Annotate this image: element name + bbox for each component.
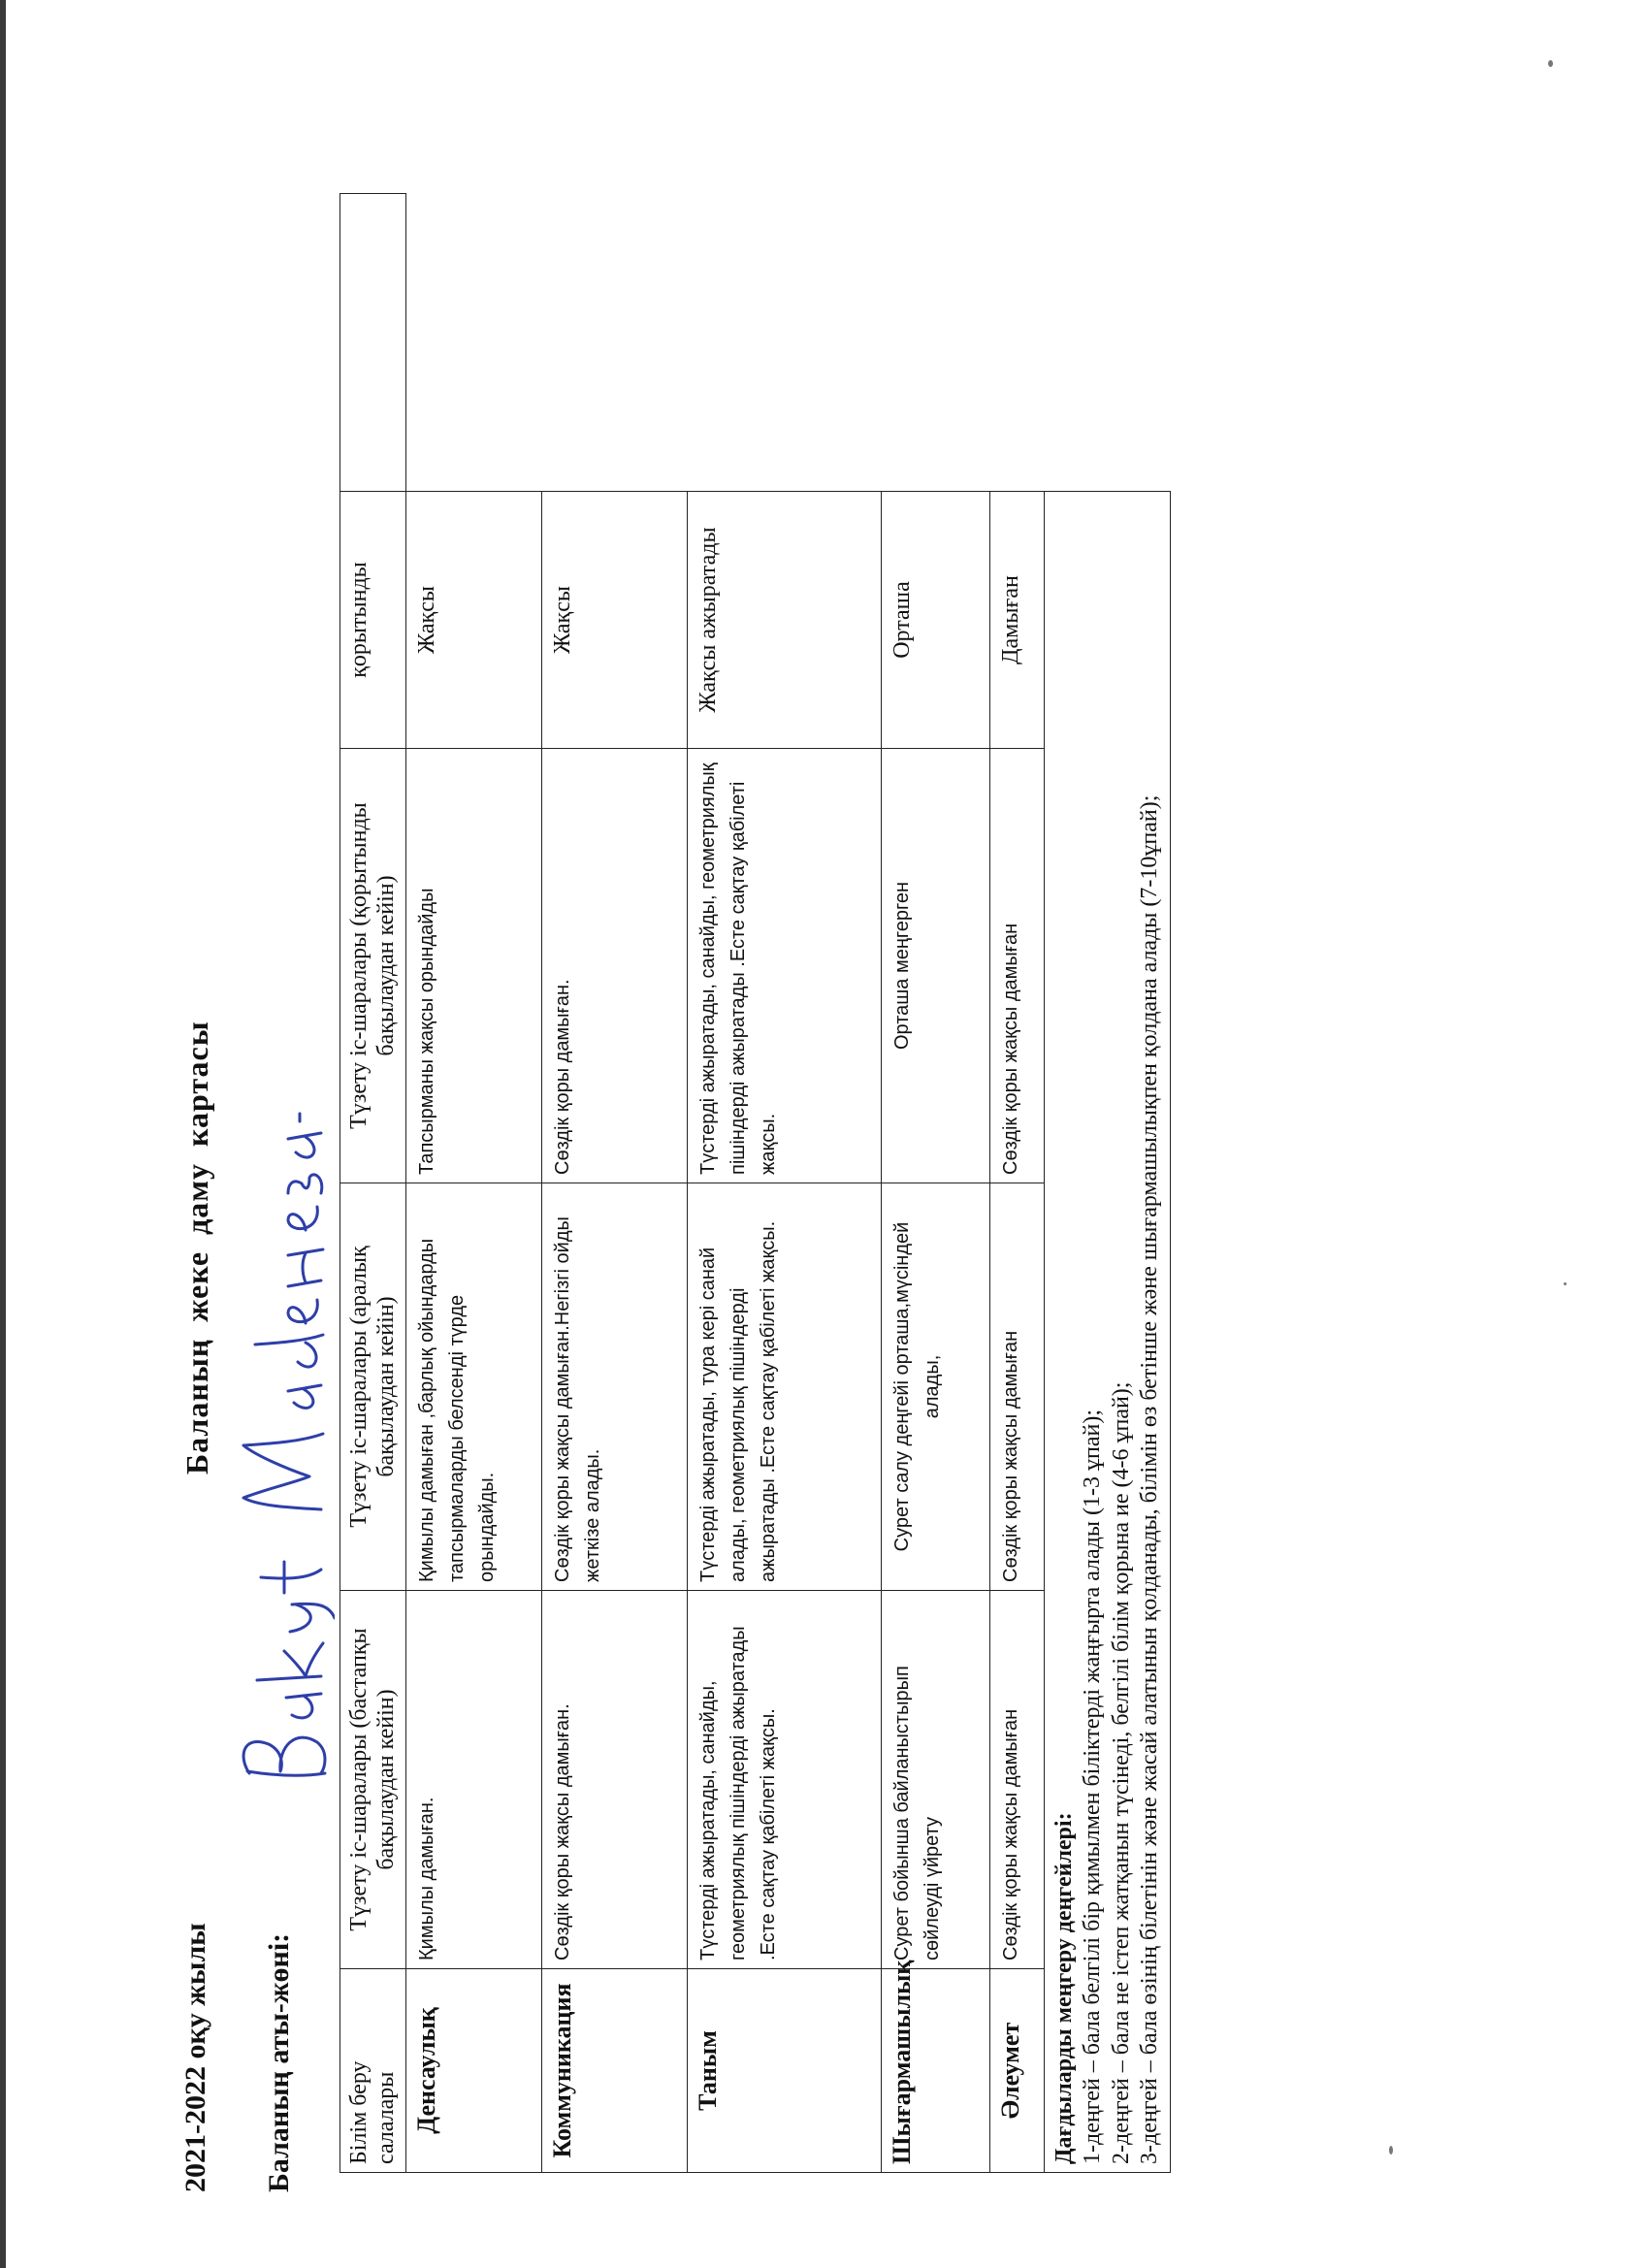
initial-cell: Сөздік қоры жақсы дамыған (990, 1591, 1045, 1969)
table-row (406, 194, 542, 2173)
area-cell: Денсаулық (406, 1969, 542, 2173)
child-name-label: Баланың аты-жөні: (263, 1932, 295, 2192)
handwritten-child-name (228, 1106, 335, 1785)
header-result: қорытынды (340, 492, 406, 749)
area-cell: Таным (688, 1969, 882, 2173)
academic-year: 2021-2022 оқу жылы (179, 1923, 211, 2192)
final-cell: Орташа меңгерген (882, 749, 990, 1183)
final-cell: Сөздік қоры дамыған. (542, 749, 688, 1183)
page-title: Баланың жеке даму картасы (179, 1021, 214, 1474)
scan-speck (1548, 60, 1553, 67)
scan-speck (1564, 1282, 1567, 1285)
table-header-row (340, 194, 406, 2173)
final-cell: Сөздік қоры жақсы дамыған (990, 749, 1045, 1183)
table-row (688, 194, 882, 2173)
initial-cell: Түстерді ажыратады, санайды, геометриялық пішіндерді ажыратады .Есте сақтау қабілеті жақсы. (688, 1591, 882, 1969)
intermediate-cell: Қимылы дамыған ,барлық ойындарды тапсырмаларды белсенді түрде орындайды. (406, 1183, 542, 1591)
intermediate-cell: Түстерді ажыратады, тура кері санай алады, геометриялық пішіндерді ажыратады .Есте сақтау қабілеті жақсы. (688, 1183, 882, 1591)
initial-cell: Қимылы дамыған. (406, 1591, 542, 1969)
blank-column (340, 194, 406, 492)
header-area: Білім беру салалары (340, 1969, 406, 2173)
header-final: Түзету іс-шаралары (қорытынды бақылаудан кейін) (340, 749, 406, 1183)
result-cell: Жақсы ажыратады (688, 492, 882, 749)
result-cell: Дамыған (990, 492, 1045, 749)
scan-edge (0, 0, 6, 2268)
levels-cell (1045, 492, 1171, 2173)
intermediate-cell: Сөздік қоры жақсы дамыған.Негізгі ойды жеткізе алады. (542, 1183, 688, 1591)
table-row (542, 194, 688, 2173)
level-item: 2-деңгей – бала не істеп жатқанын түсінеді, белгілі білім қорына ие (4-6 ұпай); (1108, 1381, 1134, 2164)
level-item: 3-деңгей – бала өзінің білетінін және жасай алатынын қолданады, білімін өз бетінше және шығармашылықпен қолдана алады (7-10ұпай); (1136, 794, 1162, 2164)
result-cell: Жақсы (406, 492, 542, 749)
final-cell: Түстерді ажыратады, санайды, геометриялық пішіндерді ажыратады .Есте сақтау қабілеті жақсы. (688, 749, 882, 1183)
levels-title: Дағдыларды меңгеру деңгейлері: (1051, 1812, 1078, 2164)
result-cell: Жақсы (542, 492, 688, 749)
area-cell: Коммуникация (542, 1969, 688, 2173)
area-cell: Шығармашылық (882, 1969, 990, 2173)
table-row (882, 194, 990, 2173)
area-cell: Әлеумет (990, 1969, 1045, 2173)
scan-speck (1389, 2146, 1393, 2155)
rotated-page (179, 194, 1382, 2192)
result-cell: Орташа (882, 492, 990, 749)
header-initial: Түзету іс-шаралары (бастапқы бақылаудан кейін) (340, 1591, 406, 1969)
initial-cell: Сурет бойынша байланыстырып сөйлеуді үйрету (882, 1591, 990, 1969)
final-cell: Тапсырманы жақсы орындайды (406, 749, 542, 1183)
header-intermediate: Түзету іс-шаралары (аралық бақылаудан кейін) (340, 1183, 406, 1591)
intermediate-cell: Сөздік қоры жақсы дамыған (990, 1183, 1045, 1591)
development-table (340, 193, 1171, 2173)
levels-row (1045, 194, 1171, 2173)
level-item: 1-деңгей – бала белгілі бір қимылмен біліктерді жаңғырта алады (1-3 ұпай); (1080, 1409, 1106, 2164)
initial-cell: Сөздік қоры жақсы дамыған. (542, 1591, 688, 1969)
intermediate-cell: Сурет салу деңгейі орташа,мүсіндей алады, (882, 1183, 990, 1591)
table-row (990, 194, 1045, 2173)
